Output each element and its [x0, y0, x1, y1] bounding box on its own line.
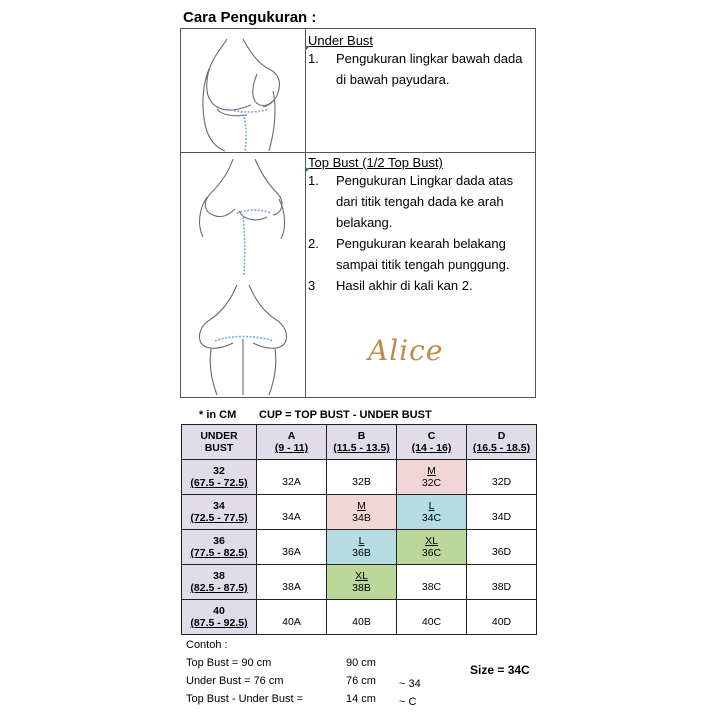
band-size: 34: [213, 500, 225, 512]
size-cell-40c: [397, 600, 467, 635]
size-code: 36C: [421, 547, 442, 559]
under-bust-heading: Under Bust: [308, 33, 374, 48]
band-range: (82.5 - 87.5): [190, 582, 248, 594]
example-label: Under Bust = 76 cm: [186, 675, 284, 687]
size-code: 40A: [282, 616, 301, 628]
step-number: 3: [308, 278, 316, 293]
cup-letter: D: [497, 430, 506, 442]
size-code: 38A: [282, 581, 301, 593]
band-range: (87.5 - 92.5): [190, 617, 248, 629]
size-cell-38a: [257, 565, 327, 600]
top-bust-back-figure: [181, 279, 305, 397]
cup-letter: C: [427, 430, 436, 442]
corner-line: UNDER: [200, 430, 238, 442]
band-header: [182, 565, 257, 600]
corner-line: BUST: [204, 442, 234, 454]
size-code: 32B: [352, 476, 371, 488]
cup-letter: A: [287, 430, 296, 442]
cup-header-c: [397, 425, 467, 460]
table-row: [182, 530, 537, 565]
under-bust-step: [308, 48, 532, 90]
size-cell-32b: [327, 460, 397, 495]
step-text: Pengukuran Lingkar dada atas dari titik tengah dada ke arah belakang.: [336, 173, 514, 230]
example-value: 90 cm: [346, 657, 376, 669]
size-cell-40a: [257, 600, 327, 635]
size-code: 36A: [282, 546, 301, 558]
size-code: 38D: [491, 581, 512, 593]
cup-letter: B: [357, 430, 366, 442]
page-title: Cara Pengukuran :: [183, 9, 317, 26]
letter-size-tag: XL: [355, 570, 368, 582]
measurement-guide: [180, 28, 536, 398]
table-row: [182, 495, 537, 530]
size-cell-36d: [467, 530, 537, 565]
top-bust-step: [308, 233, 532, 275]
comment-marker-icon: [305, 46, 310, 51]
size-code: 40D: [491, 616, 512, 628]
band-size: 32: [213, 465, 225, 477]
band-size: 36: [213, 535, 225, 547]
example-label: Top Bust = 90 cm: [186, 657, 272, 669]
size-cell-34c: [397, 495, 467, 530]
brand-logo: Alice: [368, 334, 444, 367]
under-bust-figure: [181, 29, 305, 152]
size-cell-36c: [397, 530, 467, 565]
step-number: 1.: [308, 51, 319, 66]
size-cell-36b: [327, 530, 397, 565]
step-text: Pengukuran lingkar bawah dada di bawah payudara.: [336, 51, 523, 87]
cup-header-d: [467, 425, 537, 460]
size-code: 34D: [491, 511, 512, 523]
top-bust-front-figure: [181, 153, 305, 275]
size-cell-34a: [257, 495, 327, 530]
size-code: 40C: [421, 616, 442, 628]
band-header: [182, 460, 257, 495]
step-number: 1.: [308, 173, 319, 188]
top-bust-section: [308, 155, 532, 296]
size-code: 36B: [352, 547, 371, 559]
example-approx: ~ 34: [399, 678, 421, 690]
band-header: [182, 600, 257, 635]
band-size: 38: [213, 570, 225, 582]
top-bust-step: [308, 170, 532, 233]
letter-size-tag: L: [358, 535, 365, 547]
size-cell-38d: [467, 565, 537, 600]
size-cell-38b: [327, 565, 397, 600]
band-header: [182, 495, 257, 530]
band-size: 40: [213, 605, 225, 617]
letter-size-tag: M: [357, 500, 366, 512]
cup-range: (16.5 - 18.5): [472, 442, 531, 454]
comment-marker-icon: [305, 168, 310, 173]
size-cell-34d: [467, 495, 537, 530]
example-value: 14 cm: [346, 693, 376, 705]
size-cell-32a: [257, 460, 327, 495]
top-bust-heading: Top Bust (1/2 Top Bust): [308, 155, 443, 170]
table-row: [182, 600, 537, 635]
size-cell-32c: [397, 460, 467, 495]
cup-formula-note: CUP = TOP BUST - UNDER BUST: [259, 409, 432, 421]
size-code: 34B: [352, 512, 371, 524]
size-code: 38C: [421, 581, 442, 593]
example-value: 76 cm: [346, 675, 376, 687]
step-number: 2.: [308, 236, 319, 251]
band-range: (77.5 - 82.5): [190, 547, 248, 559]
size-chart-table: [181, 424, 537, 635]
under-bust-section: [308, 33, 532, 90]
size-result: Size = 34C: [470, 663, 530, 677]
top-bust-step: [308, 275, 532, 296]
size-code: 32C: [421, 477, 442, 489]
table-corner-header: [182, 425, 257, 460]
size-cell-36a: [257, 530, 327, 565]
cup-range: (9 - 11): [274, 442, 309, 454]
size-code: 34C: [421, 512, 442, 524]
example-label: Top Bust - Under Bust =: [186, 693, 304, 705]
step-text: Pengukuran kearah belakang sampai titik tengah punggung.: [336, 236, 510, 272]
band-header: [182, 530, 257, 565]
size-code: 32D: [491, 476, 512, 488]
size-code: 38B: [352, 582, 371, 594]
size-code: 40B: [352, 616, 371, 628]
example-heading: Contoh :: [186, 639, 228, 651]
unit-note: * in CM: [199, 409, 237, 421]
step-text: Hasil akhir di kali kan 2.: [336, 278, 473, 293]
letter-size-tag: M: [427, 465, 436, 477]
size-code: 36D: [491, 546, 512, 558]
letter-size-tag: L: [428, 500, 435, 512]
size-cell-40d: [467, 600, 537, 635]
size-cell-40b: [327, 600, 397, 635]
table-row: [182, 460, 537, 495]
size-code: 32A: [282, 476, 301, 488]
example-approx: ~ C: [399, 696, 417, 708]
cup-range: (14 - 16): [411, 442, 452, 454]
size-cell-34b: [327, 495, 397, 530]
letter-size-tag: XL: [425, 535, 438, 547]
cup-header-b: [327, 425, 397, 460]
cup-range: (11.5 - 13.5): [333, 442, 390, 454]
band-range: (72.5 - 77.5): [190, 512, 248, 524]
table-header-row: [182, 425, 537, 460]
band-range: (67.5 - 72.5): [190, 477, 248, 489]
cup-header-a: [257, 425, 327, 460]
guide-divider-vertical: [305, 29, 306, 397]
size-cell-38c: [397, 565, 467, 600]
size-code: 34A: [282, 511, 301, 523]
table-row: [182, 565, 537, 600]
size-cell-32d: [467, 460, 537, 495]
